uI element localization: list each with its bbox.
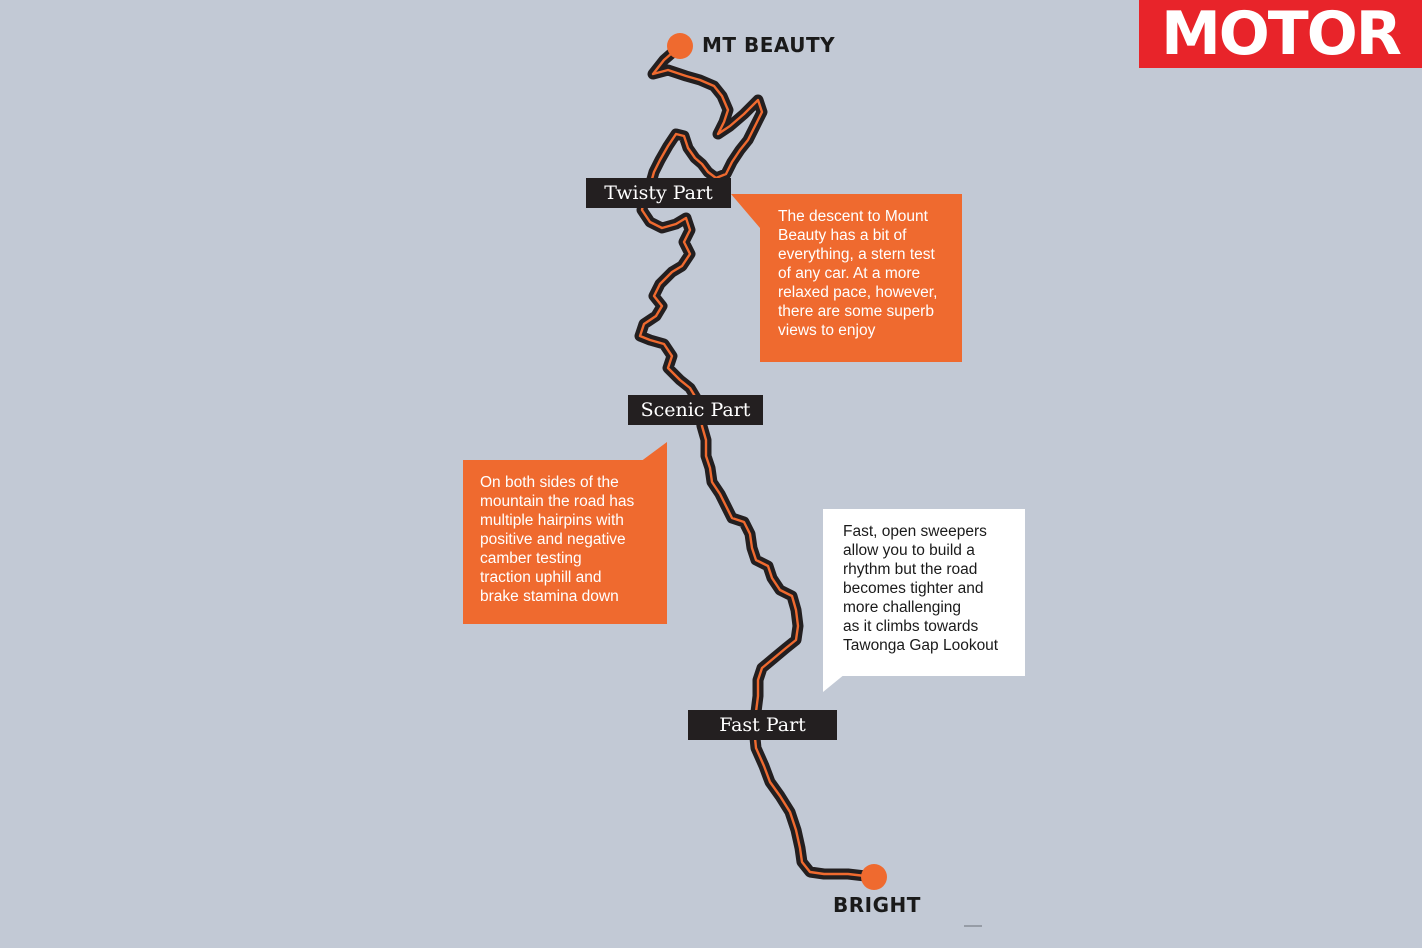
note-3-pointer (823, 674, 845, 692)
section-label-fast: Fast Part (688, 710, 837, 740)
end-place-label: BRIGHT (833, 893, 921, 917)
start-place-label: MT BEAUTY (702, 33, 836, 57)
section-label-twisty: Twisty Part (586, 178, 731, 208)
note-sweepers-text: Fast, open sweepers allow you to build a rhythm but the road becomes tighter and more challenging as it climbs towards Tawonga Gap Lookout (843, 523, 999, 654)
note-descent-text: The descent to Mount Beauty has a bit of everything, a stern test of any car. At a more relaxed pace, however, there are some superb views to enjoy (778, 208, 938, 339)
section-label-scenic: Scenic Part (628, 395, 763, 425)
note-1-pointer (731, 194, 760, 228)
note-2-pointer (640, 442, 667, 462)
start-marker-icon (667, 33, 693, 59)
note-sweepers (823, 509, 1025, 676)
note-hairpins-text: On both sides of the mountain the road has multiple hairpins with positive and negative camber testing traction uphill and brake stamina down (480, 474, 635, 605)
road-center-line (640, 46, 874, 877)
note-descent (760, 194, 962, 362)
note-hairpins (463, 460, 667, 624)
motor-logo: MOTOR (1139, 0, 1422, 68)
end-marker-icon (861, 864, 887, 890)
